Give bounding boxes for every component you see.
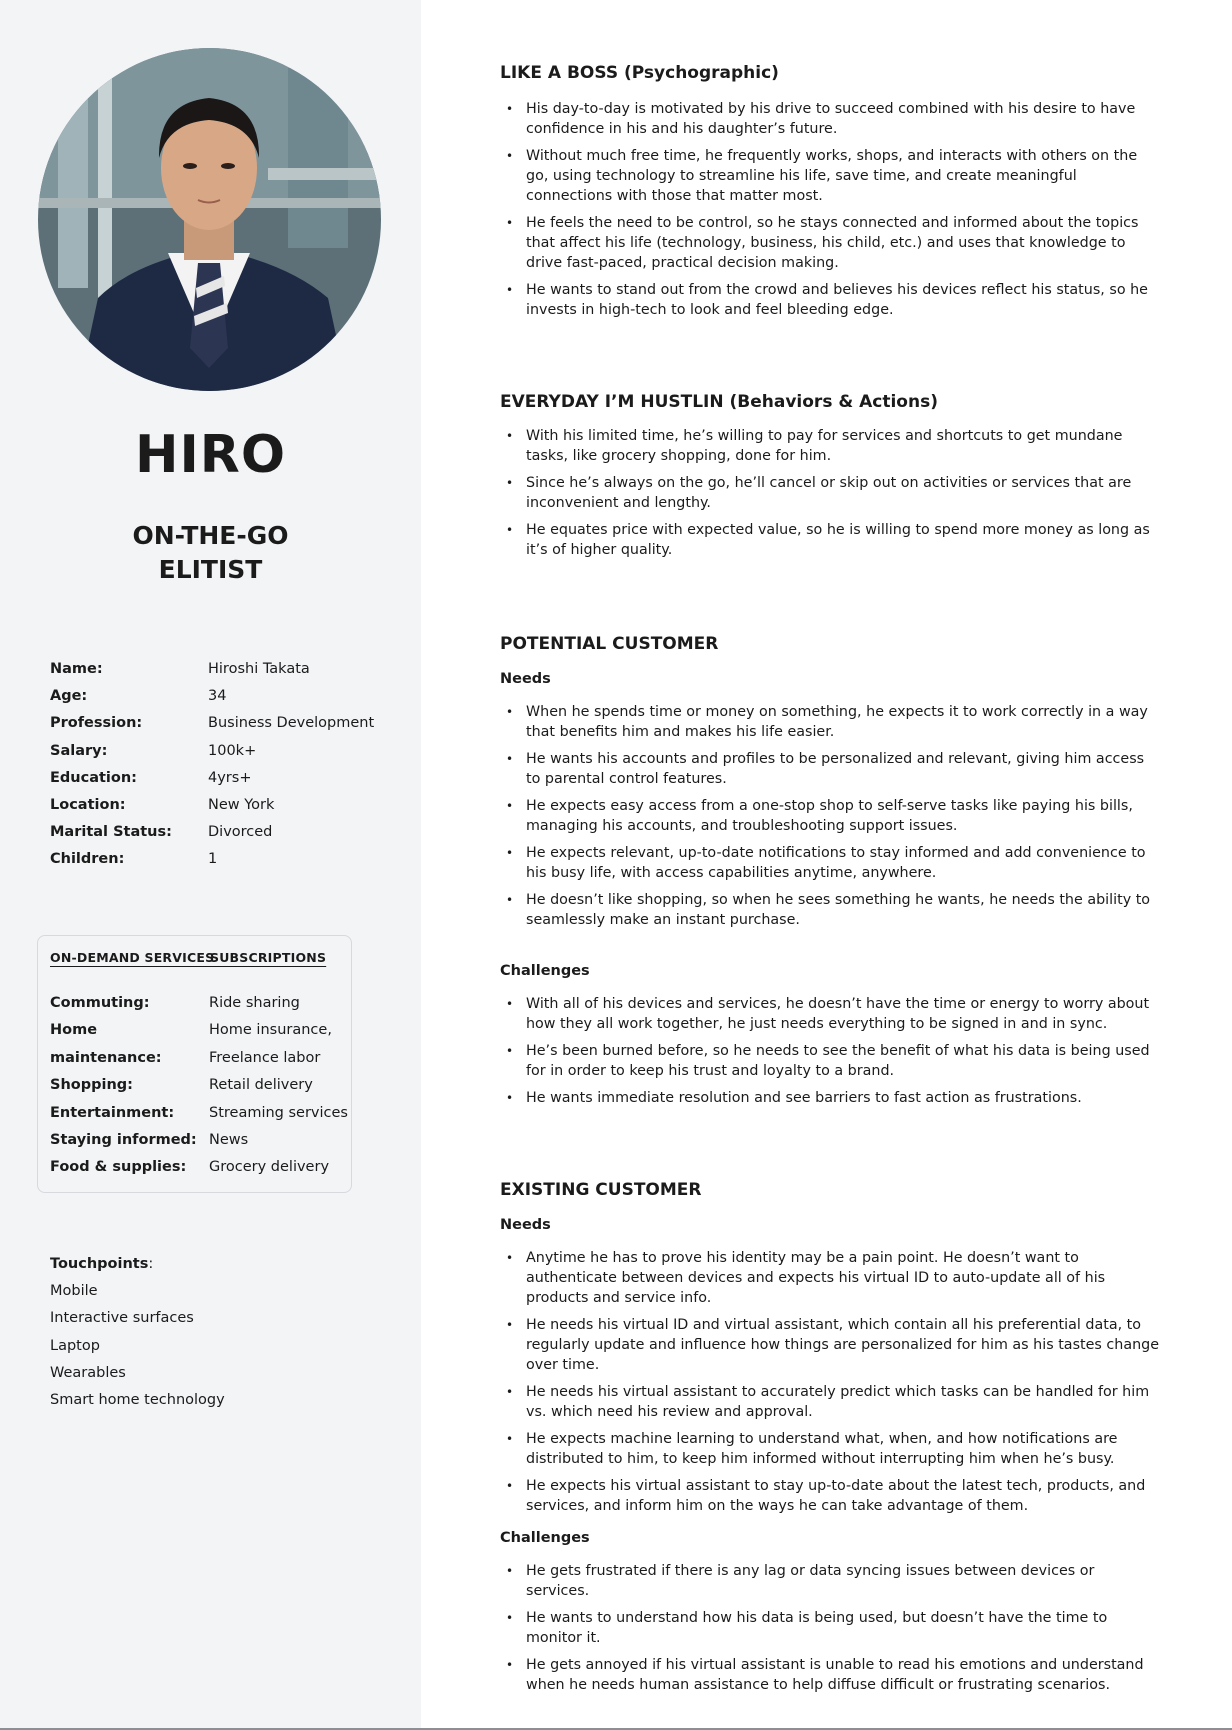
section-title: EXISTING CUSTOMER xyxy=(500,1180,702,1200)
potential-challenges-section xyxy=(500,960,1160,1115)
service-label: Shopping: xyxy=(50,1077,133,1094)
service-value: Home insurance, xyxy=(209,1022,332,1039)
list-item: • Without much free time, he frequently works, shops, and interacts with others on the go, using technology to streamline his life, save time, and create meaningful connections with those that matter most. xyxy=(500,146,1160,206)
service-value: Streaming services xyxy=(209,1104,348,1121)
persona-type-line-2: ELITIST xyxy=(158,555,263,584)
touchpoint-item: Interactive surfaces xyxy=(50,1310,194,1327)
service-row xyxy=(50,1154,350,1181)
fact-value: 34 xyxy=(208,688,227,705)
fact-row xyxy=(50,656,410,683)
list-item: • He wants his accounts and profiles to be personalized and relevant, giving him access to parental control features. xyxy=(500,749,1160,789)
service-label: Home maintenance: xyxy=(50,1022,162,1066)
persona-name: HIRO xyxy=(134,425,287,485)
bullet-list xyxy=(500,99,1160,320)
section-title: EVERYDAY I’M HUSTLIN (Behaviors & Actions) xyxy=(500,392,938,412)
fact-label: Children: xyxy=(50,851,125,868)
persona-type-line-1: ON-THE-GO xyxy=(132,521,289,550)
touchpoints-heading-label: Touchpoints xyxy=(50,1256,149,1272)
section-title: LIKE A BOSS (Psychographic) xyxy=(500,63,779,83)
demographics-list xyxy=(50,656,410,874)
touchpoints-list xyxy=(50,1251,225,1414)
touchpoint-item: Smart home technology xyxy=(50,1392,225,1409)
section-title: POTENTIAL CUSTOMER xyxy=(500,634,719,654)
fact-value: 100k+ xyxy=(208,742,257,759)
persona-photo xyxy=(38,48,381,391)
services-card xyxy=(37,935,352,1193)
fact-value: Hiroshi Takata xyxy=(208,661,310,677)
existing-challenges-section xyxy=(500,1527,1160,1702)
list-item: • He needs his virtual assistant to accurately predict which tasks can be handled for him vs. which need his review and approval. xyxy=(500,1382,1160,1422)
list-item: • When he spends time or money on something, he expects it to work correctly in a way that benefits him and makes his life easier. xyxy=(500,702,1160,742)
list-item: • Anytime he has to prove his identity may be a pain point. He doesn’t want to authenticate between devices and expects his virtual ID to auto-update all of his products and service info. xyxy=(500,1248,1160,1308)
service-label: Staying informed: xyxy=(50,1132,197,1149)
fact-row xyxy=(50,846,410,873)
fact-value: 1 xyxy=(208,851,218,868)
fact-label: Name: xyxy=(50,661,103,677)
touchpoint-item: Wearables xyxy=(50,1364,126,1381)
challenges-title: Challenges xyxy=(500,963,590,979)
list-item: • He gets frustrated if there is any lag or data syncing issues between devices or services. xyxy=(500,1561,1160,1601)
hustlin-section xyxy=(500,390,1160,567)
fact-label: Profession: xyxy=(50,715,143,732)
service-row xyxy=(50,1127,350,1154)
bullet-list xyxy=(500,1248,1160,1516)
persona-type xyxy=(0,519,421,587)
list-item: • He doesn’t like shopping, so when he sees something he wants, he needs the ability to seamlessly make an instant purchase. xyxy=(500,890,1160,930)
existing-customer-section xyxy=(500,1178,1160,1523)
list-item: • He expects easy access from a one-stop shop to self-serve tasks like paying his bills, managing his accounts, and troubleshooting support issues. xyxy=(500,796,1160,836)
like-a-boss-section xyxy=(500,61,1160,327)
list-item: • He expects machine learning to understand what, when, and how notifications are distributed to him, to keep him informed without interrupting him when he’s busy. xyxy=(500,1429,1160,1469)
list-item: • He wants to understand how his data is being used, but doesn’t have the time to monitor it. xyxy=(500,1608,1160,1648)
list-item: • He gets annoyed if his virtual assistant is unable to read his emotions and understand when he needs human assistance to help diffuse difficult or frustrating scenarios. xyxy=(500,1655,1160,1695)
bullet-list xyxy=(500,702,1160,930)
list-item: • With all of his devices and services, he doesn’t have the time or energy to worry about how they all work together, he just needs everything to be signed in and in sync. xyxy=(500,994,1160,1034)
persona-sidebar xyxy=(0,0,421,1730)
fact-row xyxy=(50,710,410,737)
touchpoint-item: Laptop xyxy=(50,1337,100,1354)
list-item: • His day-to-day is motivated by his drive to succeed combined with his desire to have confidence in his and his daughter’s future. xyxy=(500,99,1160,139)
bullet-list xyxy=(500,426,1160,560)
fact-row xyxy=(50,683,410,710)
fact-value: Business Development xyxy=(208,715,375,732)
list-item: • He’s been burned before, so he needs to see the benefit of what his data is being used for in order to keep his trust and loyalty to a brand. xyxy=(500,1041,1160,1081)
needs-title: Needs xyxy=(500,671,551,687)
subscriptions-heading: SUBSCRIPTIONS xyxy=(210,950,327,965)
potential-customer-section xyxy=(500,632,1160,937)
list-item: • He expects his virtual assistant to stay up-to-date about the latest tech, products, and services, and inform him on the ways he can take advantage of them. xyxy=(500,1476,1160,1516)
fact-label: Salary: xyxy=(50,742,108,759)
list-item: • He equates price with expected value, so he is willing to spend more money as long as it’s of higher quality. xyxy=(500,520,1160,560)
service-label: Food & supplies: xyxy=(50,1159,187,1176)
on-demand-services-heading: ON-DEMAND SERVICES xyxy=(50,950,215,965)
fact-row xyxy=(50,765,410,792)
service-value: Grocery delivery xyxy=(209,1159,330,1176)
fact-label: Education: xyxy=(50,769,137,786)
bullet-list xyxy=(500,994,1160,1108)
service-value: News xyxy=(209,1132,249,1149)
list-item: • He expects relevant, up-to-date notifications to stay informed and add convenience to his busy life, with access capabilities anytime, anywhere. xyxy=(500,843,1160,883)
service-label: Commuting: xyxy=(50,995,150,1011)
touchpoint-item: Mobile xyxy=(50,1283,98,1300)
fact-row xyxy=(50,738,410,765)
fact-row xyxy=(50,792,410,819)
touchpoints-heading xyxy=(50,1251,225,1278)
list-item: • He needs his virtual ID and virtual assistant, which contain all his preferential data, to regularly update and influence how things are personalized for him as his tastes change over time. xyxy=(500,1315,1160,1375)
needs-title: Needs xyxy=(500,1217,551,1233)
touchpoints-colon: : xyxy=(148,1256,154,1272)
service-value: Ride sharing xyxy=(209,995,300,1011)
service-row xyxy=(50,990,350,1017)
list-item: • He wants to stand out from the crowd and believes his devices reflect his status, so he invests in high-tech to look and feel bleeding edge. xyxy=(500,280,1160,320)
service-row xyxy=(50,1100,350,1127)
list-item: • With his limited time, he’s willing to pay for services and shortcuts to get mundane tasks, like grocery shopping, done for him. xyxy=(500,426,1160,466)
service-row xyxy=(50,1072,350,1099)
fact-row xyxy=(50,819,410,846)
list-item: • He feels the need to be control, so he stays connected and informed about the topics that affect his life (technology, business, his child, etc.) and uses that knowledge to drive fast-paced, practical decision making. xyxy=(500,213,1160,273)
services-list xyxy=(50,990,350,1182)
fact-label: Location: xyxy=(50,796,126,813)
list-item: • He wants immediate resolution and see barriers to fast action as frustrations. xyxy=(500,1088,1160,1108)
fact-value: Divorced xyxy=(208,824,273,841)
service-value: Freelance labor xyxy=(209,1049,321,1066)
fact-label: Age: xyxy=(50,688,88,705)
challenges-title: Challenges xyxy=(500,1530,590,1546)
fact-value: New York xyxy=(208,796,275,813)
fact-value: 4yrs+ xyxy=(208,769,252,786)
list-item: • Since he’s always on the go, he’ll cancel or skip out on activities or services that are inconvenient and lengthy. xyxy=(500,473,1160,513)
service-label: Entertainment: xyxy=(50,1104,175,1121)
bullet-list xyxy=(500,1561,1160,1695)
fact-label: Marital Status: xyxy=(50,824,172,841)
service-row xyxy=(50,1017,350,1072)
service-value: Retail delivery xyxy=(209,1077,313,1094)
